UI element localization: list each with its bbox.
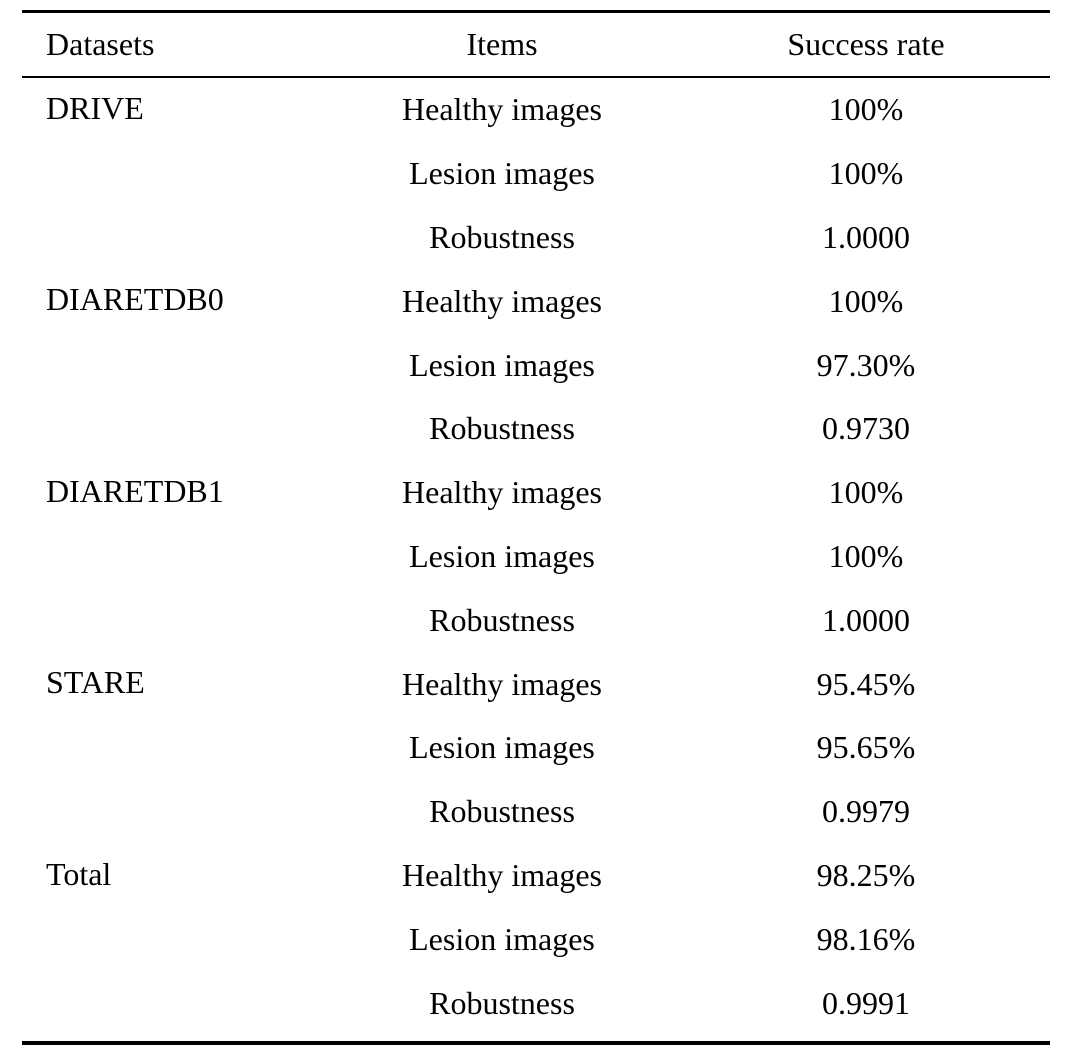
success-rate-value: 98.25% bbox=[816, 856, 916, 893]
table-row bbox=[22, 397, 1050, 461]
dataset-name-empty bbox=[22, 206, 322, 218]
success-rate-value: 97.30% bbox=[816, 346, 916, 383]
item-name: Lesion images bbox=[409, 729, 595, 766]
success-rate-value: 100% bbox=[828, 155, 904, 192]
table-row bbox=[22, 333, 1050, 397]
item-name: Healthy images bbox=[402, 282, 602, 319]
success-rate-table bbox=[22, 10, 1050, 1045]
item-name: Healthy images bbox=[402, 91, 602, 128]
success-rate-value: 95.65% bbox=[816, 729, 916, 766]
item-name: Robustness bbox=[429, 410, 575, 447]
table-row bbox=[22, 461, 1050, 525]
dataset-name: DRIVE bbox=[46, 90, 144, 126]
dataset-name: Total bbox=[46, 855, 112, 892]
success-rate-value: 95.45% bbox=[816, 665, 916, 702]
dataset-name-empty bbox=[22, 397, 322, 409]
success-rate-value: 100% bbox=[828, 282, 904, 319]
table-row bbox=[22, 652, 1050, 716]
dataset-group-diaretdb1 bbox=[22, 461, 1050, 652]
dataset-group-stare bbox=[22, 652, 1050, 843]
table-row bbox=[22, 780, 1050, 844]
success-rate-value: 0.9979 bbox=[822, 793, 910, 830]
header-datasets: Datasets bbox=[46, 26, 155, 62]
item-name: Lesion images bbox=[409, 920, 595, 957]
table-row bbox=[22, 142, 1050, 206]
success-rate-value: 98.16% bbox=[816, 920, 916, 957]
dataset-group-total bbox=[22, 844, 1050, 1035]
dataset-name-empty bbox=[22, 142, 322, 154]
success-rate-value: 100% bbox=[828, 91, 904, 128]
item-name: Lesion images bbox=[409, 537, 595, 574]
bottom-rule bbox=[22, 1041, 1050, 1045]
success-rate-value: 1.0000 bbox=[822, 218, 910, 255]
header-success-rate: Success rate bbox=[787, 26, 945, 62]
table-body bbox=[22, 78, 1050, 1035]
table-row bbox=[22, 588, 1050, 652]
table-row bbox=[22, 971, 1050, 1035]
success-rate-value: 100% bbox=[828, 537, 904, 574]
dataset-name: DIARETDB1 bbox=[46, 472, 224, 509]
table-row bbox=[22, 206, 1050, 270]
dataset-name: DIARETDB0 bbox=[46, 281, 224, 318]
dataset-name-empty bbox=[22, 716, 322, 728]
dataset-name-empty bbox=[22, 588, 322, 600]
item-name: Healthy images bbox=[402, 856, 602, 893]
table-row bbox=[22, 907, 1050, 971]
item-name: Lesion images bbox=[409, 346, 595, 383]
item-name: Healthy images bbox=[402, 474, 602, 511]
table-row bbox=[22, 269, 1050, 333]
dataset-name-empty bbox=[22, 971, 322, 983]
item-name: Robustness bbox=[429, 984, 575, 1021]
dataset-group-diaretdb0 bbox=[22, 269, 1050, 460]
dataset-name-empty bbox=[22, 780, 322, 792]
success-rate-value: 1.0000 bbox=[822, 601, 910, 638]
item-name: Robustness bbox=[429, 793, 575, 830]
table-header-row bbox=[22, 13, 1050, 76]
success-rate-value: 0.9991 bbox=[822, 984, 910, 1021]
dataset-name-empty bbox=[22, 907, 322, 919]
dataset-name-empty bbox=[22, 333, 322, 345]
dataset-name-empty bbox=[22, 525, 322, 537]
item-name: Robustness bbox=[429, 218, 575, 255]
item-name: Healthy images bbox=[402, 665, 602, 702]
item-name: Robustness bbox=[429, 601, 575, 638]
item-name: Lesion images bbox=[409, 155, 595, 192]
dataset-name: STARE bbox=[46, 664, 145, 701]
table-row bbox=[22, 844, 1050, 908]
table-row bbox=[22, 716, 1050, 780]
success-rate-value: 0.9730 bbox=[822, 410, 910, 447]
table-row bbox=[22, 525, 1050, 589]
success-rate-value: 100% bbox=[828, 474, 904, 511]
dataset-group-drive bbox=[22, 78, 1050, 269]
table-row bbox=[22, 78, 1050, 142]
header-items: Items bbox=[466, 26, 538, 62]
